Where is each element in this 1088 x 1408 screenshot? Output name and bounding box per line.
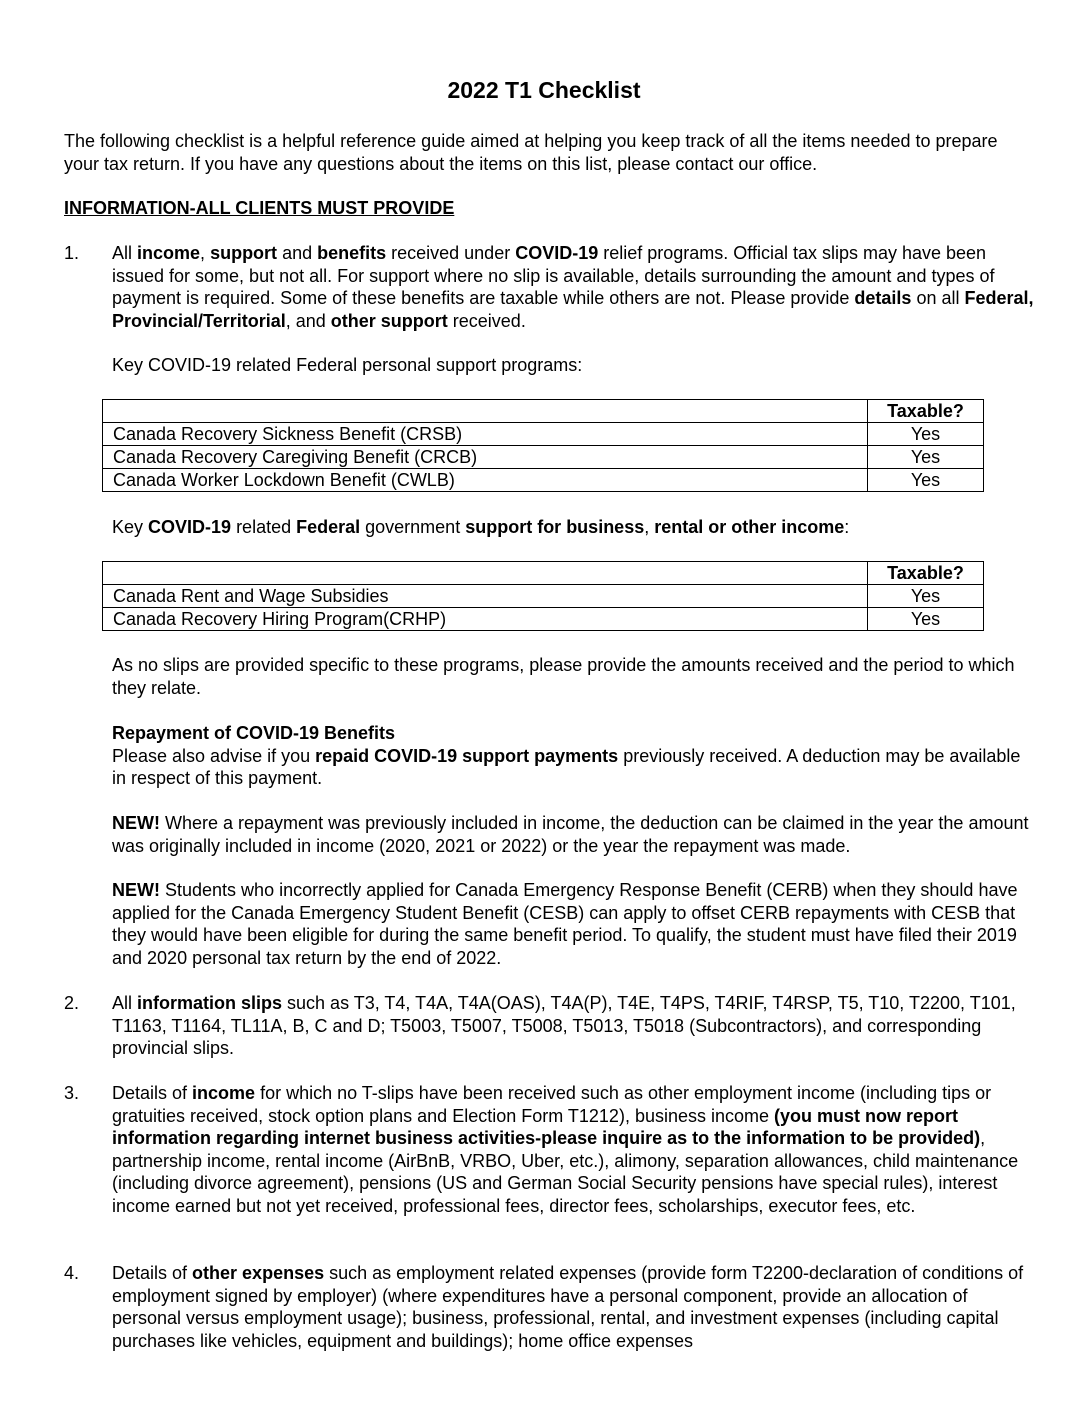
- repayment-heading: Repayment of COVID-19 Benefits: [112, 723, 396, 743]
- item-1-text: All income, support and benefits received under COVID-19 relief programs. Official tax slips may have been issued for some, but not all. For support where no slip is available, details surrounding the amount and types of payment is required. Some of these benefits are taxable while others are not. Please provide details on all Federal, Provincial/Territorial, and other support received.: [112, 243, 1034, 331]
- item-3-number: 3.: [64, 1083, 80, 1103]
- item-4-number: 4.: [64, 1263, 80, 1283]
- table-header-row: [103, 562, 984, 585]
- intro-paragraph: The following checklist is a helpful reference guide aimed at helping you keep track of all the items needed to prepare your tax return. If you have any questions about the items on this list, please contact our office.: [64, 131, 998, 174]
- program-name: Canada Rent and Wage Subsidies: [103, 585, 868, 608]
- taxable-value: Yes: [868, 446, 984, 469]
- program-name: Canada Worker Lockdown Benefit (CWLB): [103, 469, 868, 492]
- new-note-1: NEW! Where a repayment was previously included in income, the deduction can be claimed in the year the amount was originally included in income (2020, 2021 or 2022) or the year the repayment was made.: [112, 813, 1029, 856]
- business-programs-intro: Key COVID-19 related Federal government support for business, rental or other income:: [112, 517, 850, 537]
- table-row: [103, 608, 984, 631]
- item-3-text: Details of income for which no T-slips have been received such as other employment income (including tips or gratuities received, stock option plans and Election Form T1212), business income (you must now report information regarding internet business activities-please inquire as to the information to be provided), partnership income, rental income (AirBnB, VRBO, Uber, etc.), alimony, separation allowances, child maintenance (including divorce agreement), pensions (US and German Social Security pensions have special rules), interest income earned but not yet received, professional fees, director fees, scholarships, executor fees, etc.: [112, 1083, 1019, 1216]
- item-2-number: 2.: [64, 993, 80, 1013]
- table-row: [103, 423, 984, 446]
- new-note-2: NEW! Students who incorrectly applied for Canada Emergency Response Benefit (CERB) when they should have applied for the Canada Emergency Student Benefit (CESB) can apply to offset CERB repayments with CESB that they would have been eligible for during the same benefit period. To qualify, the student must have filed their 2019 and 2020 personal tax return by the end of 2022.: [112, 880, 1018, 968]
- table-header-row: [103, 400, 984, 423]
- program-name: Canada Recovery Hiring Program(CRHP): [103, 608, 868, 631]
- page-title: 2022 T1 Checklist: [447, 77, 641, 103]
- business-programs-table: [102, 561, 984, 631]
- item-4-text: Details of other expenses such as employment related expenses (provide form T2200-declaration of conditions of employment signed by employer) (where expenditures have a personal component, provide an allocation of personal versus employment usage); business, professional, rental, and investment expenses (including capital purchases like vehicles, equipment and buildings); home office expenses: [112, 1263, 1024, 1351]
- repayment-paragraph: Repayment of COVID-19 Benefits Please also advise if you repaid COVID-19 support payments previously received. A deduction may be available in respect of this payment.: [112, 723, 1021, 788]
- program-name: Canada Recovery Caregiving Benefit (CRCB): [103, 446, 868, 469]
- section-heading: INFORMATION-ALL CLIENTS MUST PROVIDE: [64, 198, 455, 218]
- new-label: NEW!: [112, 880, 160, 900]
- taxable-value: Yes: [868, 585, 984, 608]
- table-row: [103, 446, 984, 469]
- taxable-value: Yes: [868, 469, 984, 492]
- table-header-taxable: Taxable?: [868, 562, 984, 585]
- table-row: [103, 469, 984, 492]
- item-2-text: All information slips such as T3, T4, T4A, T4A(OAS), T4A(P), T4E, T4PS, T4RIF, T4RSP, T5, T10, T2200, T101, T1163, T1164, TL11A, B, C and D; T5003, T5007, T5008, T5013, T5018 (Subcontractors), and corresponding provincial slips.: [112, 993, 1016, 1058]
- table-header-taxable: Taxable?: [868, 400, 984, 423]
- program-name: Canada Recovery Sickness Benefit (CRSB): [103, 423, 868, 446]
- taxable-value: Yes: [868, 608, 984, 631]
- table-header-program: [103, 562, 868, 585]
- taxable-value: Yes: [868, 423, 984, 446]
- personal-programs-table: [102, 399, 984, 492]
- no-slips-paragraph: As no slips are provided specific to these programs, please provide the amounts received and the period to which they relate.: [112, 655, 1015, 698]
- item-1-number: 1.: [64, 243, 80, 263]
- table-header-program: [103, 400, 868, 423]
- new-label: NEW!: [112, 813, 160, 833]
- table-row: [103, 585, 984, 608]
- personal-programs-intro: Key COVID-19 related Federal personal support programs:: [112, 355, 583, 375]
